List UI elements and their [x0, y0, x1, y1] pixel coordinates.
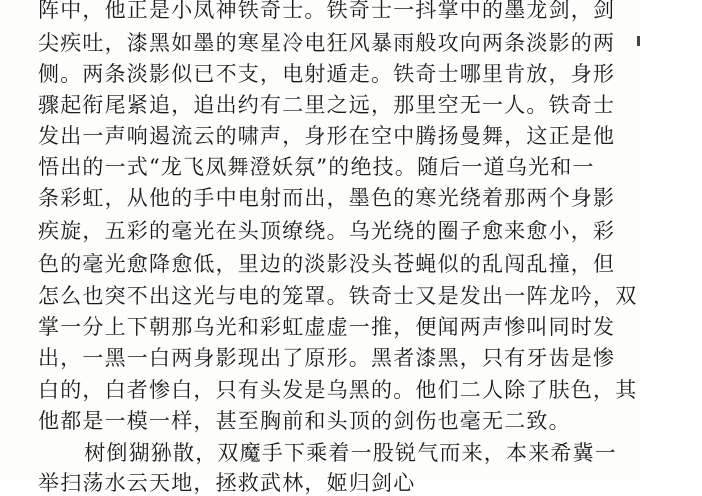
text-line-5: 发出一声响遏流云的啸声，身形在空中腾扬曼舞，这正是他 — [38, 124, 616, 148]
text-line-9: 色的毫光愈降愈低，里边的淡影没头苍蝇似的乱闯乱撞，但 — [38, 252, 616, 276]
text-line-14: 他都是一模一样，甚至胸前和头顶的剑伤也毫无二致。 — [38, 409, 571, 433]
page-edge-mark — [637, 36, 640, 46]
text-line-12: 出，一黑一白两身影现出了原形。黑者漆黑，只有牙齿是惨 — [38, 346, 616, 370]
text-line-11: 掌一分上下朝那乌光和彩虹虚虚一推，便闻两声惨叫同时发 — [38, 315, 616, 339]
text-line-4: 骤起衔尾紧追，追出约有二里之远，那里空无一人。铁奇士 — [38, 93, 616, 117]
text-line-13: 白的，白者惨白，只有头发是乌黑的。他们二人除了肤色，其 — [38, 378, 638, 402]
text-line-10: 怎么也突不出这光与电的笼罩。铁奇士又是发出一阵龙吟，双 — [38, 284, 638, 308]
text-line-3: 侧。两条淡影似已不支，电射遁走。铁奇士哪里肯放，身形 — [38, 62, 616, 86]
text-line-16-cut: 举扫荡水云天地，拯救武林，姬归剑心 — [38, 471, 416, 495]
text-line-2: 尖疾吐，漆黑如墨的寒星冷电狂风暴雨般攻向两条淡影的两 — [38, 31, 616, 55]
text-line-6: 悟出的一式“龙飞凤舞澄妖氛”的绝技。随后一道乌光和一 — [38, 155, 595, 179]
text-line-7: 条彩虹，从他的手中电射而出，墨色的寒光绕着那两个身影 — [38, 186, 616, 210]
text-line-15: 树倒猢狲散，双魔手下乘着一股锐气而来，本来希冀一 — [62, 441, 617, 465]
text-line-1: 阵中，他正是小凤神铁奇士。铁奇士一抖掌中的墨龙剑，剑 — [38, 0, 616, 22]
text-line-8: 疾旋，五彩的毫光在头顶缭绕。乌光绕的圈子愈来愈小，彩 — [38, 219, 616, 243]
